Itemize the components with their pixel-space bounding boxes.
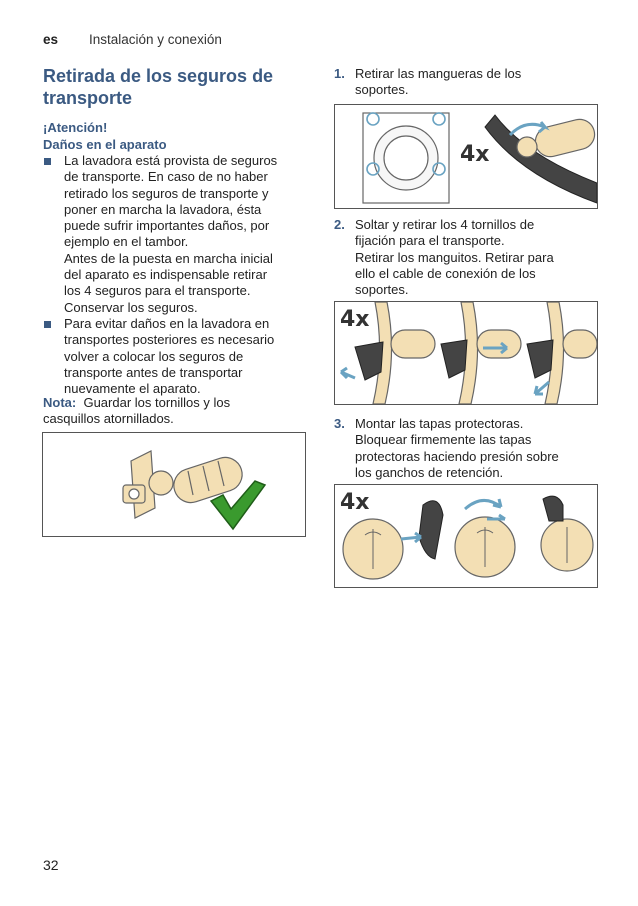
page-title (43, 65, 313, 109)
step-number: 2. (334, 217, 345, 232)
step-2 (334, 217, 554, 298)
list-item-line: La lavadora está provista de seguros (64, 153, 278, 168)
multiplier-label: 4x (340, 307, 370, 332)
step-line: Montar las tapas protectoras. (355, 416, 524, 431)
page-title-line: transporte (43, 88, 133, 108)
list-item-line: nuevamente el aparato. (64, 381, 201, 397)
list-item-line: volver a colocar los seguros de (64, 348, 244, 364)
step-line: protectoras haciendo presión sobre (355, 448, 559, 464)
header-section-title: Instalación y conexión (89, 32, 222, 47)
list-item-line: retirado los seguros de transporte y (64, 185, 269, 201)
list-item (43, 153, 313, 316)
attention-subheading: Daños en el aparato (43, 137, 167, 152)
bullet-square-icon (44, 158, 51, 165)
step-3-figure (334, 484, 598, 588)
step-1 (334, 66, 521, 99)
page-title-line: Retirada de los seguros de (43, 66, 274, 86)
step-line: fijación para el transporte. (355, 233, 505, 249)
list-item (43, 316, 313, 397)
step-2-figure (334, 301, 598, 405)
warning-list (43, 153, 313, 397)
attention-block (43, 119, 167, 153)
note-line: Guardar los tornillos y los (83, 395, 231, 410)
page-number: 32 (43, 857, 59, 873)
note-label: Nota: (43, 395, 77, 410)
step-number: 3. (334, 416, 345, 431)
multiplier-label: 4x (460, 142, 490, 167)
step-number: 1. (334, 66, 345, 81)
list-item-line: Para evitar daños en la lavadora en (64, 315, 270, 331)
header-language: es (43, 32, 59, 47)
transport-lock-figure (42, 432, 306, 537)
step-1-figure (334, 104, 598, 209)
step-line: Retirar los manguitos. Retirar para (355, 249, 554, 265)
list-item-line: Conservar los seguros. (64, 299, 198, 315)
step-line: ello el cable de conexión de los (355, 265, 536, 281)
list-item-line: poner en marcha la lavadora, ésta (64, 201, 262, 217)
step-line: soportes. (355, 282, 409, 298)
step-line: los ganchos de retención. (355, 464, 504, 480)
list-item-line: los 4 seguros para el transporte. (64, 283, 251, 299)
multiplier-label: 4x (340, 490, 370, 515)
list-item-line: ejemplo en el tambor. (64, 234, 189, 250)
list-item-line: del aparato es indispensable retirar (64, 267, 268, 283)
note-line: casquillos atornillados. (43, 411, 174, 427)
step-line: soportes. (355, 82, 409, 98)
list-item-line: de transporte. En caso de no haber (64, 169, 268, 185)
step-line: Retirar las mangueras de los (355, 66, 522, 81)
note (43, 395, 230, 428)
step-line: Soltar y retirar los 4 tornillos de (355, 217, 535, 232)
list-item-line: transportes posteriores es necesario (64, 332, 275, 348)
bullet-square-icon (44, 321, 51, 328)
attention-heading: ¡Atención! (43, 120, 108, 135)
list-item-line: puede sufrir importantes daños, por (64, 218, 270, 234)
list-item-line: transporte antes de transportar (64, 364, 243, 380)
list-item-line: Antes de la puesta en marcha inicial (64, 250, 273, 266)
step-3 (334, 416, 559, 481)
step-line: Bloquear firmemente las tapas (355, 432, 532, 448)
